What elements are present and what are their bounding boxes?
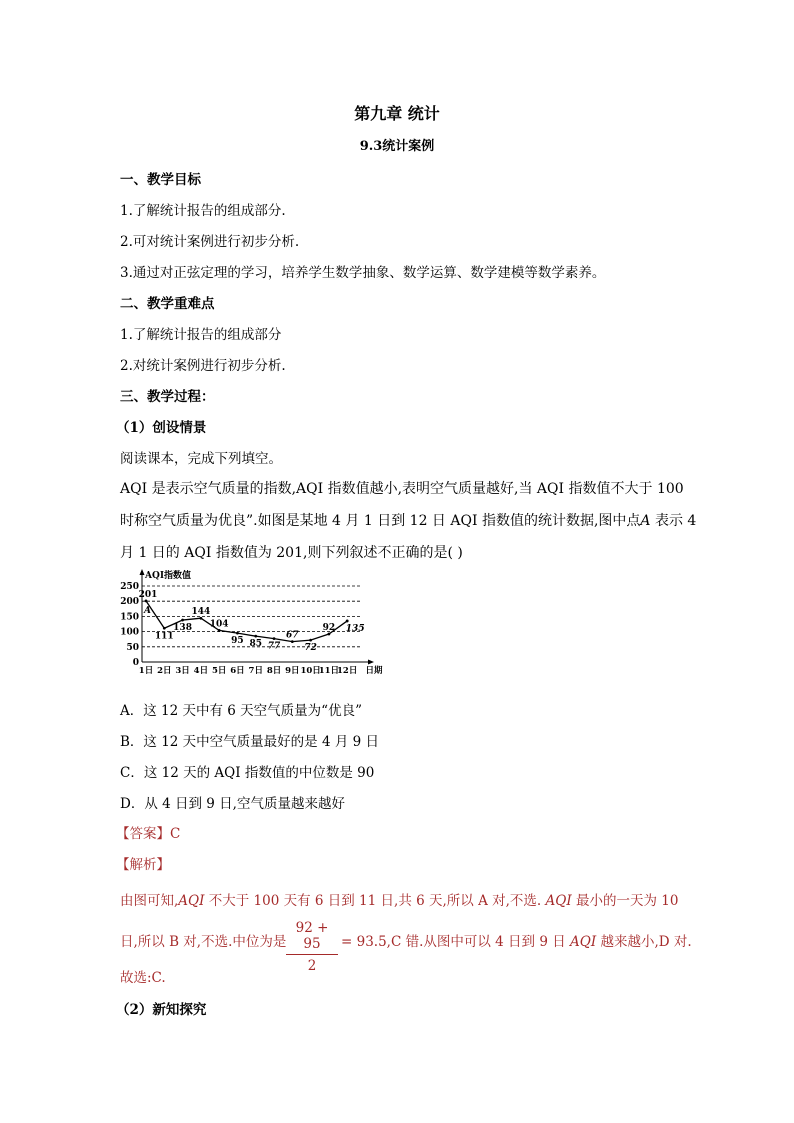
data-label: 85	[249, 639, 263, 650]
question-line: AQI 是表示空气质量的指数,AQI 指数值越小,表明空气质量越好,当 AQI 指数值不大于 100	[120, 481, 684, 497]
x-tick-label: 1日	[138, 666, 154, 676]
data-point	[199, 617, 202, 620]
option-c: C．这 12 天的 AQI 指数值的中位数是 90	[120, 765, 375, 781]
data-point	[236, 632, 239, 635]
section-keypoints-heading: 二、教学重难点	[120, 296, 215, 312]
keypoint-item: 1.了解统计报告的组成部分	[120, 327, 282, 343]
y-tick-label: 250	[120, 582, 139, 592]
y-axis-label: AQI指数值	[145, 571, 192, 581]
x-tick-label: 12日	[337, 666, 358, 676]
objective-item: 1.了解统计报告的组成部分.	[120, 203, 286, 219]
x-tick-label: 6日	[230, 666, 245, 676]
fraction-denominator: 2	[307, 958, 317, 974]
data-label: 72	[304, 643, 317, 654]
y-tick-label: 0	[132, 658, 139, 668]
analysis-label: 【解析】	[116, 857, 170, 873]
question-line: 时称空气质量为优良”.如图是某地 4 月 1 日到 12 日 AQI 指数值的统计数据,图中点A 表示 4	[120, 513, 697, 529]
x-tick-label: 3日	[175, 666, 190, 676]
analysis-line-1: 由图可知,AQI 不大于 100 天有 6 日到 11 日,共 6 天,所以 A 对,不选. AQI 最小的一天为 10	[120, 893, 679, 909]
x-tick-label: 11日	[318, 666, 340, 676]
point-a-marker-label: A	[144, 605, 151, 616]
data-label: 138	[173, 623, 192, 634]
x-tick-label: 5日	[211, 666, 227, 676]
data-point	[254, 635, 257, 638]
analysis-line-2-end: = 93.5,C 错.从图中可以 4 日到 9 日 AQI 越来越小,D 对.	[341, 934, 692, 950]
analysis-conclusion: 故选:C.	[120, 970, 166, 986]
subsection-explore-heading: （2）新知探究	[116, 1002, 207, 1018]
intro-text: 阅读课本，完成下列填空。	[120, 451, 282, 467]
keypoint-item: 2.对统计案例进行初步分析.	[120, 358, 286, 374]
page-subtitle: 9.3统计案例	[359, 139, 435, 154]
data-point	[291, 640, 294, 643]
point-a-label: A	[640, 513, 651, 529]
section-objectives-heading: 一、教学目标	[120, 172, 201, 188]
x-axis-arrow	[368, 660, 374, 665]
objective-item: 2.可对统计案例进行初步分析.	[120, 234, 300, 250]
question-line: 月 1 日的 AQI 指数值为 201,则下列叙述不正确的是( )	[120, 545, 463, 561]
data-point	[145, 599, 148, 602]
y-axis-arrow	[140, 569, 145, 575]
data-label: 201	[138, 589, 158, 600]
analysis-line-2-start: 日,所以 B 对,不选.中位为是	[120, 934, 287, 950]
series-line	[146, 601, 347, 642]
data-label: 144	[191, 607, 211, 618]
data-point	[328, 633, 331, 636]
data-point	[309, 639, 312, 642]
data-point	[181, 619, 184, 622]
y-tick-label: 100	[120, 627, 139, 638]
x-tick-label: 7日	[248, 666, 263, 676]
option-a: A．这 12 天中有 6 天空气质量为“优良”	[120, 703, 362, 719]
data-label: 95	[231, 636, 244, 647]
objective-item: 3.通过对正弦定理的学习，培养学生数学抽象、数学运算、数学建模等数学素养。	[120, 265, 606, 281]
data-label: 111	[154, 631, 174, 642]
x-tick-label: 10日	[300, 666, 321, 676]
x-tick-label: 9日	[285, 666, 300, 676]
answer-label: 【答案】C	[116, 826, 181, 842]
option-b: B．这 12 天中空气质量最好的是 4 月 9 日	[120, 734, 380, 750]
data-label: 135	[345, 623, 365, 634]
data-label: 67	[286, 630, 299, 641]
fraction-numerator: 92 + 95	[286, 920, 338, 955]
y-tick-label: 200	[120, 597, 139, 608]
data-label: 77	[267, 641, 281, 652]
option-d: D．从 4 日到 9 日,空气质量越来越好	[120, 796, 345, 812]
data-point	[218, 629, 221, 632]
y-tick-label: 150	[120, 612, 139, 623]
y-tick-label: 50	[126, 642, 139, 653]
x-tick-label: 4日	[193, 666, 209, 676]
page-title: 第九章 统计	[354, 104, 440, 123]
x-tick-label: 2日	[157, 666, 172, 676]
subsection-scenario-heading: （1）创设情景	[116, 420, 207, 436]
data-point	[346, 620, 349, 623]
x-tick-label: 8日	[266, 666, 282, 676]
data-point	[163, 627, 166, 630]
section-process-heading: 三、教学过程：	[120, 389, 215, 405]
x-axis-label: 日期	[365, 666, 383, 676]
aqi-chart	[118, 568, 383, 682]
median-fraction	[286, 920, 338, 974]
data-label: 92	[322, 623, 336, 634]
data-label: 104	[209, 619, 229, 630]
data-point	[273, 637, 276, 640]
